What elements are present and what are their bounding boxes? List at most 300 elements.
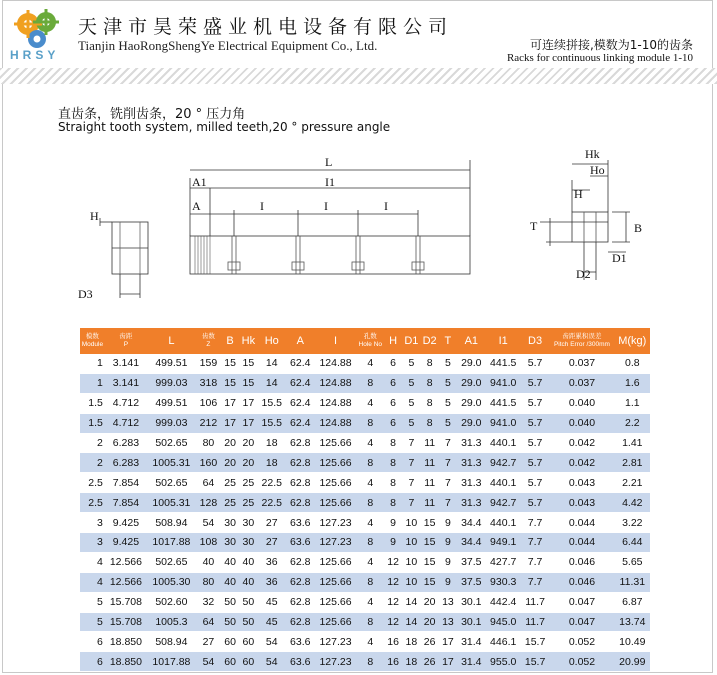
table-cell: 7 [439,473,457,493]
table-cell: 29.0 [457,354,485,373]
table-cell: 7 [439,493,457,513]
table-cell: 17 [239,393,257,413]
column-header-label: Hk [241,335,256,347]
table-cell: 15 [239,354,257,373]
table-cell: 63.6 [286,533,314,553]
table-cell: 125.66 [314,493,356,513]
table-cell: 125.66 [314,433,356,453]
table-cell: 15 [221,373,239,393]
table-cell: 4.712 [105,413,147,433]
table-row [80,572,650,592]
table-cell: 12.566 [105,572,147,592]
table-cell: 50 [221,592,239,612]
table-cell: 125.66 [314,592,356,612]
table-cell: 18.850 [105,632,147,652]
table-cell: 11.31 [615,572,650,592]
table-cell: 5.7 [521,473,549,493]
description-en: Straight tooth system, milled teeth,20 ° pressure angle [58,120,391,134]
table-cell: 1005.3 [147,612,196,632]
column-header [549,328,614,354]
table-cell: 62.8 [286,493,314,513]
table-cell: 941.0 [486,373,521,393]
table-cell: 27 [196,632,221,652]
table-cell: 6.283 [105,453,147,473]
table-cell: 7 [402,453,420,473]
table-row [80,612,650,632]
table-cell: 15 [421,513,439,533]
table-cell: 17 [221,393,239,413]
table-cell: 1.6 [615,373,650,393]
table-cell: 20 [221,433,239,453]
label-D1: D1 [612,251,627,265]
header [0,0,717,90]
table-cell: 0.040 [549,413,614,433]
table-cell: 17 [221,413,239,433]
column-header-label: Module [81,341,104,348]
table-row [80,413,650,433]
table-cell: 62.4 [286,354,314,373]
table-cell: 7 [402,473,420,493]
table-cell: 27 [258,513,286,533]
table-cell: 45 [258,612,286,632]
table-cell: 30.1 [457,612,485,632]
table-row [80,632,650,652]
table-cell: 6 [80,632,105,652]
column-header-cn: 齿距 [119,333,133,340]
column-header [486,328,521,354]
table-cell: 1017.88 [147,533,196,553]
table-cell: 6 [80,652,105,672]
table-row [80,552,650,572]
table-cell: 15.7 [521,652,549,672]
table-cell: 15.5 [258,413,286,433]
company-name-en: Tianjin HaoRongShengYe Electrical Equipment Co., Ltd. [78,38,378,53]
table-cell: 10 [402,572,420,592]
column-header-label: B [226,335,234,347]
label-L: L [325,155,333,169]
table-cell: 4 [357,393,384,413]
table-row [80,354,650,373]
table-cell: 26 [421,632,439,652]
table-cell: 17 [239,413,257,433]
column-header [439,328,457,354]
table-cell: 0.047 [549,592,614,612]
table-cell: 0.052 [549,652,614,672]
label-A1: A1 [192,175,207,189]
column-header-label: H [389,335,398,347]
table-cell: 9 [439,552,457,572]
table-row [80,493,650,513]
table-cell: 17 [439,652,457,672]
column-header [105,328,147,354]
spec-table [80,328,650,672]
table-cell: 18 [258,433,286,453]
table-cell: 6.87 [615,592,650,612]
table-cell: 11 [421,493,439,513]
table-cell: 8 [421,413,439,433]
table-cell: 15.5 [258,393,286,413]
table-cell: 3.141 [105,373,147,393]
table-cell: 17 [439,632,457,652]
table-cell: 7 [439,433,457,453]
table-cell: 60 [221,652,239,672]
column-header-cn: 模数 [85,333,99,340]
table-cell: 2.21 [615,473,650,493]
column-header-label: D1 [404,335,419,347]
table-cell: 127.23 [314,652,356,672]
column-header-cn: 孔数 [363,333,377,340]
table-cell: 40 [239,552,257,572]
table-cell: 124.88 [314,354,356,373]
column-header-label: D2 [422,335,437,347]
table-cell: 15.708 [105,612,147,632]
table-cell: 7.7 [521,552,549,572]
table-cell: 4.712 [105,393,147,413]
table-cell: 5 [439,413,457,433]
table-cell: 125.66 [314,552,356,572]
table-cell: 62.8 [286,572,314,592]
table-cell: 45 [258,592,286,612]
table-cell: 8 [357,493,384,513]
table-cell: 50 [221,612,239,632]
table-cell: 64 [196,473,221,493]
column-header [615,328,650,354]
table-cell: 8 [357,453,384,473]
table-cell: 1.5 [80,393,105,413]
table-cell: 2 [80,433,105,453]
label-T: T [530,219,538,233]
column-header-label: Ho [264,335,279,347]
table-cell: 7.7 [521,533,549,553]
table-row [80,393,650,413]
table-cell: 9.425 [105,533,147,553]
table-cell: 1017.88 [147,652,196,672]
table-row [80,473,650,493]
table-cell: 15 [421,572,439,592]
table-cell: 0.042 [549,453,614,473]
table-cell: 10 [402,552,420,572]
table-cell: 124.88 [314,373,356,393]
table-cell: 1.1 [615,393,650,413]
table-cell: 499.51 [147,393,196,413]
table-cell: 125.66 [314,572,356,592]
table-cell: 20 [221,453,239,473]
table-cell: 502.65 [147,473,196,493]
table-cell: 80 [196,572,221,592]
table-cell: 2.2 [615,413,650,433]
table-cell: 20 [421,612,439,632]
table-cell: 8 [384,433,402,453]
table-cell: 127.23 [314,632,356,652]
description-cn: 直齿条，铣削齿条，20 ° 压力角 [58,107,246,122]
table-cell: 20.99 [615,652,650,672]
table-cell: 127.23 [314,513,356,533]
table-cell: 4 [357,592,384,612]
table-cell: 36 [258,552,286,572]
column-header-label: Hole No [358,341,382,348]
label-I1: I1 [325,175,335,189]
table-cell: 5 [80,612,105,632]
table-cell: 5.7 [521,413,549,433]
table-cell: 8 [357,413,384,433]
table-cell: 18 [258,453,286,473]
table-cell: 30 [239,533,257,553]
column-header-label: D3 [528,335,543,347]
table-header-row [80,328,650,354]
table-cell: 5.7 [521,373,549,393]
table-cell: 108 [196,533,221,553]
label-Hk: Hk [585,147,600,161]
column-header [147,328,196,354]
label-Ho: Ho [590,163,605,177]
table-cell: 26 [421,652,439,672]
column-header [521,328,549,354]
label-B: B [634,221,643,235]
table-cell: 62.8 [286,453,314,473]
table-cell: 7 [402,433,420,453]
table-cell: 4 [80,552,105,572]
table-cell: 62.8 [286,473,314,493]
column-header-label: I1 [498,335,508,347]
table-cell: 11.7 [521,612,549,632]
table-cell: 5.7 [521,453,549,473]
label-H-left: H [90,209,99,223]
table-cell: 5 [439,373,457,393]
table-cell: 124.88 [314,413,356,433]
table-cell: 11.7 [521,592,549,612]
table-cell: 63.6 [286,652,314,672]
table-cell: 508.94 [147,513,196,533]
table-cell: 440.1 [486,513,521,533]
table-cell: 62.8 [286,592,314,612]
table-cell: 2 [80,453,105,473]
label-D3: D3 [78,287,93,301]
table-cell: 0.040 [549,393,614,413]
table-cell: 25 [239,493,257,513]
table-cell: 40 [239,572,257,592]
table-cell: 30 [239,513,257,533]
table-cell: 941.0 [486,413,521,433]
table-cell: 128 [196,493,221,513]
table-cell: 4 [80,572,105,592]
column-header-cn: 齿距累积误差 [562,333,602,340]
table-cell: 8 [384,453,402,473]
table-cell: 29.0 [457,373,485,393]
table-cell: 502.60 [147,592,196,612]
table-cell: 9.425 [105,513,147,533]
table-cell: 31.3 [457,473,485,493]
table-cell: 8 [421,373,439,393]
table-cell: 427.7 [486,552,521,572]
column-header [357,328,384,354]
column-header-label: A1 [464,335,479,347]
table-cell: 63.6 [286,513,314,533]
table-cell: 440.1 [486,433,521,453]
table-row [80,373,650,393]
table-cell: 446.1 [486,632,521,652]
table-cell: 50 [239,612,257,632]
table-cell: 20 [239,433,257,453]
table-cell: 14 [258,354,286,373]
table-cell: 125.66 [314,473,356,493]
table-cell: 7.7 [521,513,549,533]
table-cell: 34.4 [457,513,485,533]
table-cell: 6 [384,393,402,413]
table-cell: 12 [384,552,402,572]
table-cell: 62.4 [286,373,314,393]
table-cell: 8 [384,473,402,493]
table-cell: 502.65 [147,433,196,453]
table-cell: 12.566 [105,552,147,572]
table-cell: 18 [402,632,420,652]
table-row [80,453,650,473]
table-cell: 0.052 [549,632,614,652]
table-cell: 15 [221,354,239,373]
table-cell: 6.283 [105,433,147,453]
table-cell: 127.23 [314,533,356,553]
table-cell: 2.5 [80,493,105,513]
table-cell: 0.042 [549,433,614,453]
table-cell: 0.037 [549,373,614,393]
table-cell: 54 [196,652,221,672]
table-cell: 441.5 [486,354,521,373]
table-cell: 942.7 [486,493,521,513]
table-cell: 14 [402,592,420,612]
column-header [196,328,221,354]
table-cell: 11 [421,453,439,473]
table-cell: 12 [384,612,402,632]
column-header-label: T [444,335,452,347]
table-cell: 8 [384,493,402,513]
table-cell: 30 [221,533,239,553]
column-header [221,328,239,354]
table-cell: 9 [439,533,457,553]
table-cell: 13 [439,612,457,632]
header-pattern [0,68,717,84]
table-cell: 499.51 [147,354,196,373]
table-cell: 34.4 [457,533,485,553]
table-cell: 441.5 [486,393,521,413]
table-cell: 124.88 [314,393,356,413]
label-I-2: I [324,199,328,213]
table-cell: 54 [196,513,221,533]
table-row [80,652,650,672]
table-cell: 13.74 [615,612,650,632]
table-cell: 8 [357,572,384,592]
table-cell: 29.0 [457,413,485,433]
table-cell: 1.41 [615,433,650,453]
table-cell: 8 [357,652,384,672]
table-cell: 11 [421,473,439,493]
table-cell: 3.22 [615,513,650,533]
table-cell: 3.141 [105,354,147,373]
table-cell: 60 [239,632,257,652]
table-row [80,533,650,553]
table-cell: 1 [80,373,105,393]
column-header-label: Pitch Error /300mm [553,341,610,348]
table-cell: 945.0 [486,612,521,632]
table-cell: 27 [258,533,286,553]
logo-text: HRSY [10,48,60,62]
table-cell: 15.7 [521,632,549,652]
slogan-en: Racks for continuous linking module 1-10 [506,52,693,64]
table-cell: 4 [357,354,384,373]
table-cell: 2.81 [615,453,650,473]
table-cell: 106 [196,393,221,413]
table-cell: 0.043 [549,493,614,513]
table-cell: 10.49 [615,632,650,652]
table-cell: 80 [196,433,221,453]
table-cell: 25 [221,473,239,493]
table-cell: 4 [357,632,384,652]
label-D2: D2 [576,267,591,281]
table-cell: 4 [357,433,384,453]
column-header [286,328,314,354]
table-cell: 14 [402,612,420,632]
column-header [402,328,420,354]
table-cell: 0.8 [615,354,650,373]
table-cell: 31.4 [457,632,485,652]
column-header [457,328,485,354]
table-cell: 12 [384,572,402,592]
column-header-label: P [123,341,129,348]
table-cell: 0.046 [549,572,614,592]
table-cell: 5 [439,393,457,413]
table-cell: 18 [402,652,420,672]
table-cell: 3 [80,533,105,553]
table-cell: 31.3 [457,453,485,473]
table-cell: 1005.30 [147,572,196,592]
table-cell: 4 [357,473,384,493]
table-cell: 5 [402,393,420,413]
table-cell: 62.4 [286,393,314,413]
table-cell: 1005.31 [147,493,196,513]
table-cell: 9 [439,572,457,592]
table-cell: 15 [421,533,439,553]
rack-technical-drawing [60,140,660,320]
table-cell: 12 [384,592,402,612]
table-body [80,354,650,672]
table-cell: 14 [258,373,286,393]
table-cell: 0.044 [549,513,614,533]
table-cell: 7.854 [105,493,147,513]
table-cell: 5.7 [521,493,549,513]
table-cell: 20 [421,592,439,612]
table-cell: 40 [221,552,239,572]
column-header-label: A [296,335,304,347]
table-cell: 40 [196,552,221,572]
table-cell: 31.4 [457,652,485,672]
label-I-3: I [384,199,388,213]
table-cell: 4 [357,552,384,572]
table-cell: 942.7 [486,453,521,473]
table-cell: 999.03 [147,373,196,393]
column-header-label: L [168,335,175,347]
table-cell: 160 [196,453,221,473]
table-cell: 6 [384,413,402,433]
table-cell: 442.4 [486,592,521,612]
table-cell: 2.5 [80,473,105,493]
table-cell: 40 [221,572,239,592]
table-cell: 125.66 [314,453,356,473]
table-cell: 5.7 [521,433,549,453]
table-cell: 18.850 [105,652,147,672]
table-cell: 930.3 [486,572,521,592]
table-cell: 6 [384,354,402,373]
table-cell: 159 [196,354,221,373]
table-cell: 6 [384,373,402,393]
column-header [80,328,105,354]
